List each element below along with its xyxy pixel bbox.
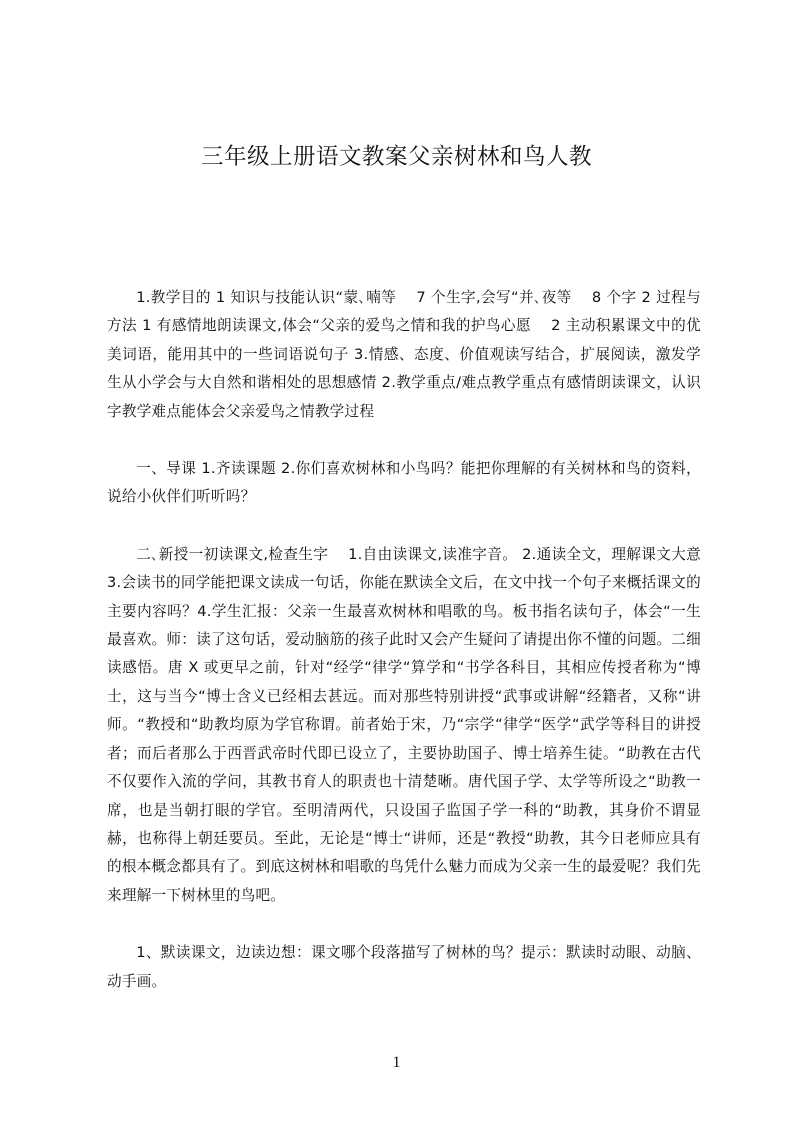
paragraph-silent-reading: 1、默读课文，边读边想：课文哪个段落描写了树林的鸟？提示：默读时动眼、动脑、动手画。 [107, 944, 701, 990]
document-title: 三年级上册语文教案父亲树林和鸟人教 [200, 144, 592, 170]
paragraph-new-lesson: 二､新授一初读课文,检查生字 1.自由读课文,读准字音。 2.通读全文，理解课文大意 3.会读书的同学能把课文读成一句话，你能在默读全文后，在文中找一个句子来概括课文的主要内容吗？4.学生汇报：父亲一生最喜欢树林和唱歌的鸟。板书指名读句子，体会“一生最喜欢。师：读了这句话，爱动脑筋的孩子此时又会产生疑问了请提出你不懂的问题。二细读感悟。唐 X 或更早之前，针对“经学“律学“算学和“书学各科目，其相应传授者称为“博士，这与当今“博士含义已经相去甚远。而对那些特别讲授“武事或讲解“经籍者，又称“讲师。“教授和“助教均原为学官称谓。前者始于宋，乃“宗学“律学“医学“武学等科目的讲授者；而后者那么于西晋武帝时代即已设立了，主要协助国子、博士培养生徒。“助教在古代不仅要作入流的学问，其教书育人的职责也十清楚晰。唐代国子学、太学等所设之“助教一席，也是当朝打眼的学官。至明清两代，只设国子监国子学一科的“助教，其身价不谓显赫，也称得上朝廷要员。至此，无论是“博士“讲师，还是“教授“助教，其今日老师应具有的根本概念都具有了。到底这树林和唱歌的鸟凭什么魅力而成为父亲一生的最爱呢？我们先来理解一下树林里的鸟吧。 [107, 545, 701, 904]
document-body [107, 284, 701, 996]
page-number: 1 [392, 1054, 401, 1071]
paragraph-introduction: 一、导课 1.齐读课题 2.你们喜欢树林和小鸟吗？能把你理解的有关树林和鸟的资料，说给小伙伴们听听吗？ [107, 460, 701, 506]
paragraph-objectives: 1.教学目的 1 知识与技能认识“蒙､喃等 7 个生字,会写“并､夜等 8 个字 2 过程与方法 1 有感情地朗读课文,体会“父亲的爱鸟之情和我的护鸟心愿 2 主动积累课文中的优美词语，能用其中的一些词语说句子 3.情感、态度、价值观读写结合，扩展阅读，激发学生从小学会与大自然和谐相处的思想感情 2.教学重点/难点教学重点有感情朗读课文，认识字教学难点能体会父亲爱鸟之情教学过程 [107, 289, 701, 420]
